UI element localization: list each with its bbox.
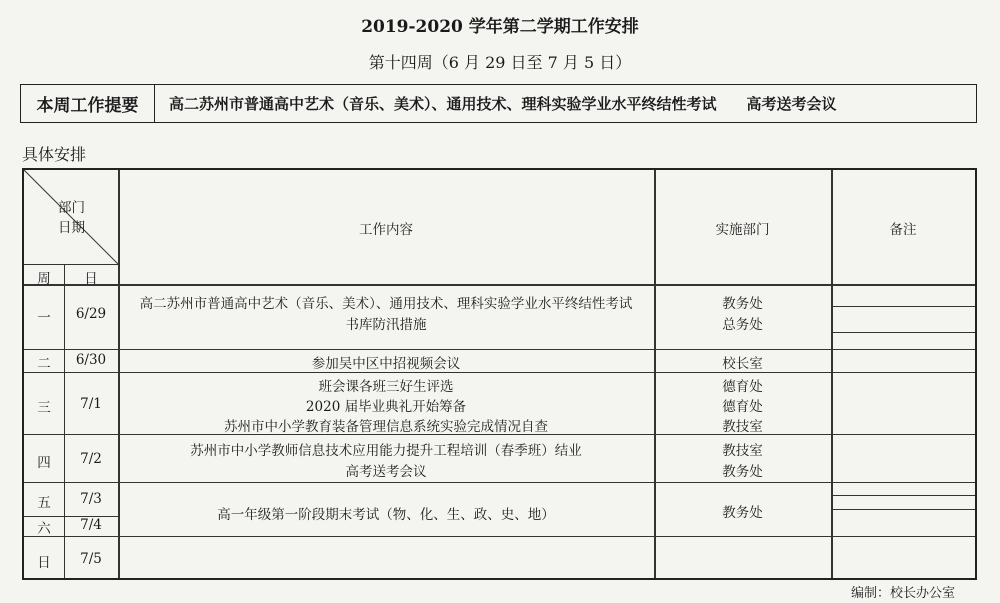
header-day: 日 bbox=[84, 271, 98, 287]
summary-label: 本周工作提要 bbox=[21, 85, 155, 122]
row-wed-week: 三 bbox=[37, 400, 51, 416]
row-sun-week: 日 bbox=[37, 555, 51, 571]
row-mon-dept-1: 教务处 bbox=[722, 296, 763, 312]
header-dept: 实施部门 bbox=[715, 222, 770, 238]
row-wed-dept-3: 教技室 bbox=[722, 419, 763, 435]
row-thu-item-2: 高考送考会议 bbox=[345, 464, 427, 480]
weekly-summary-box bbox=[20, 84, 977, 123]
row-wed-item-3: 苏州市中小学教育装备管理信息系统实验完成情况自查 bbox=[224, 419, 548, 435]
row-thu-date: 7/2 bbox=[80, 451, 102, 467]
row-wed-dept-1: 德育处 bbox=[722, 379, 763, 395]
section-label: 具体安排 bbox=[22, 145, 87, 164]
row-tue-week: 二 bbox=[37, 356, 51, 372]
row-wed-item-1: 班会课各班三好生评选 bbox=[318, 379, 454, 395]
row-sun-date: 7/5 bbox=[80, 551, 102, 567]
week-subtitle: 第十四周（6 月 29 日至 7 月 5 日） bbox=[368, 53, 632, 72]
row-mon-week: 一 bbox=[37, 310, 51, 326]
row-fri-sat-dept: 教务处 bbox=[722, 505, 763, 521]
row-mon-dept-2: 总务处 bbox=[722, 317, 763, 333]
row-thu-dept-1: 教技室 bbox=[722, 443, 763, 459]
row-mon-item-2: 书库防汛措施 bbox=[345, 317, 427, 333]
row-wed-dept-2: 德育处 bbox=[722, 399, 763, 415]
row-fri-sat-item: 高一年级第一阶段期末考试（物、化、生、政、史、地） bbox=[217, 507, 555, 523]
row-fri-week: 五 bbox=[37, 495, 51, 511]
header-note: 备注 bbox=[889, 222, 917, 238]
row-sat-date: 7/4 bbox=[80, 517, 102, 533]
row-sat-week: 六 bbox=[37, 521, 51, 537]
row-wed-date: 7/1 bbox=[80, 396, 102, 412]
row-wed-item-2: 2020 届毕业典礼开始筹备 bbox=[305, 399, 467, 415]
row-tue-date: 6/30 bbox=[75, 352, 107, 368]
corner-date-label: 日期 bbox=[58, 220, 85, 236]
header-content: 工作内容 bbox=[359, 222, 413, 238]
row-tue-item-1: 参加吴中区中招视频会议 bbox=[311, 356, 461, 372]
schedule-table bbox=[22, 168, 977, 580]
row-mon-item-1: 高二苏州市普通高中艺术（音乐、美术）、通用技术、理科实验学业水平终结性考试 bbox=[139, 296, 633, 312]
row-thu-week: 四 bbox=[37, 455, 51, 471]
corner-dept-label: 部门 bbox=[58, 200, 85, 216]
row-thu-dept-2: 教务处 bbox=[722, 464, 763, 480]
summary-text: 高二苏州市普通高中艺术（音乐、美术）、通用技术、理科实验学业水平终结性考试 高考送考会议 bbox=[169, 95, 837, 113]
row-fri-date: 7/3 bbox=[80, 491, 102, 507]
footer-editor: 编制：校长办公室 bbox=[850, 586, 955, 601]
header-week: 周 bbox=[37, 271, 51, 287]
row-thu-item-1: 苏州市中小学教师信息技术应用能力提升工程培训（春季班）结业 bbox=[190, 443, 582, 459]
page-title: 2019-2020 学年第二学期工作安排 bbox=[361, 17, 639, 37]
row-mon-date: 6/29 bbox=[75, 306, 107, 322]
row-tue-dept-1: 校长室 bbox=[722, 356, 763, 372]
